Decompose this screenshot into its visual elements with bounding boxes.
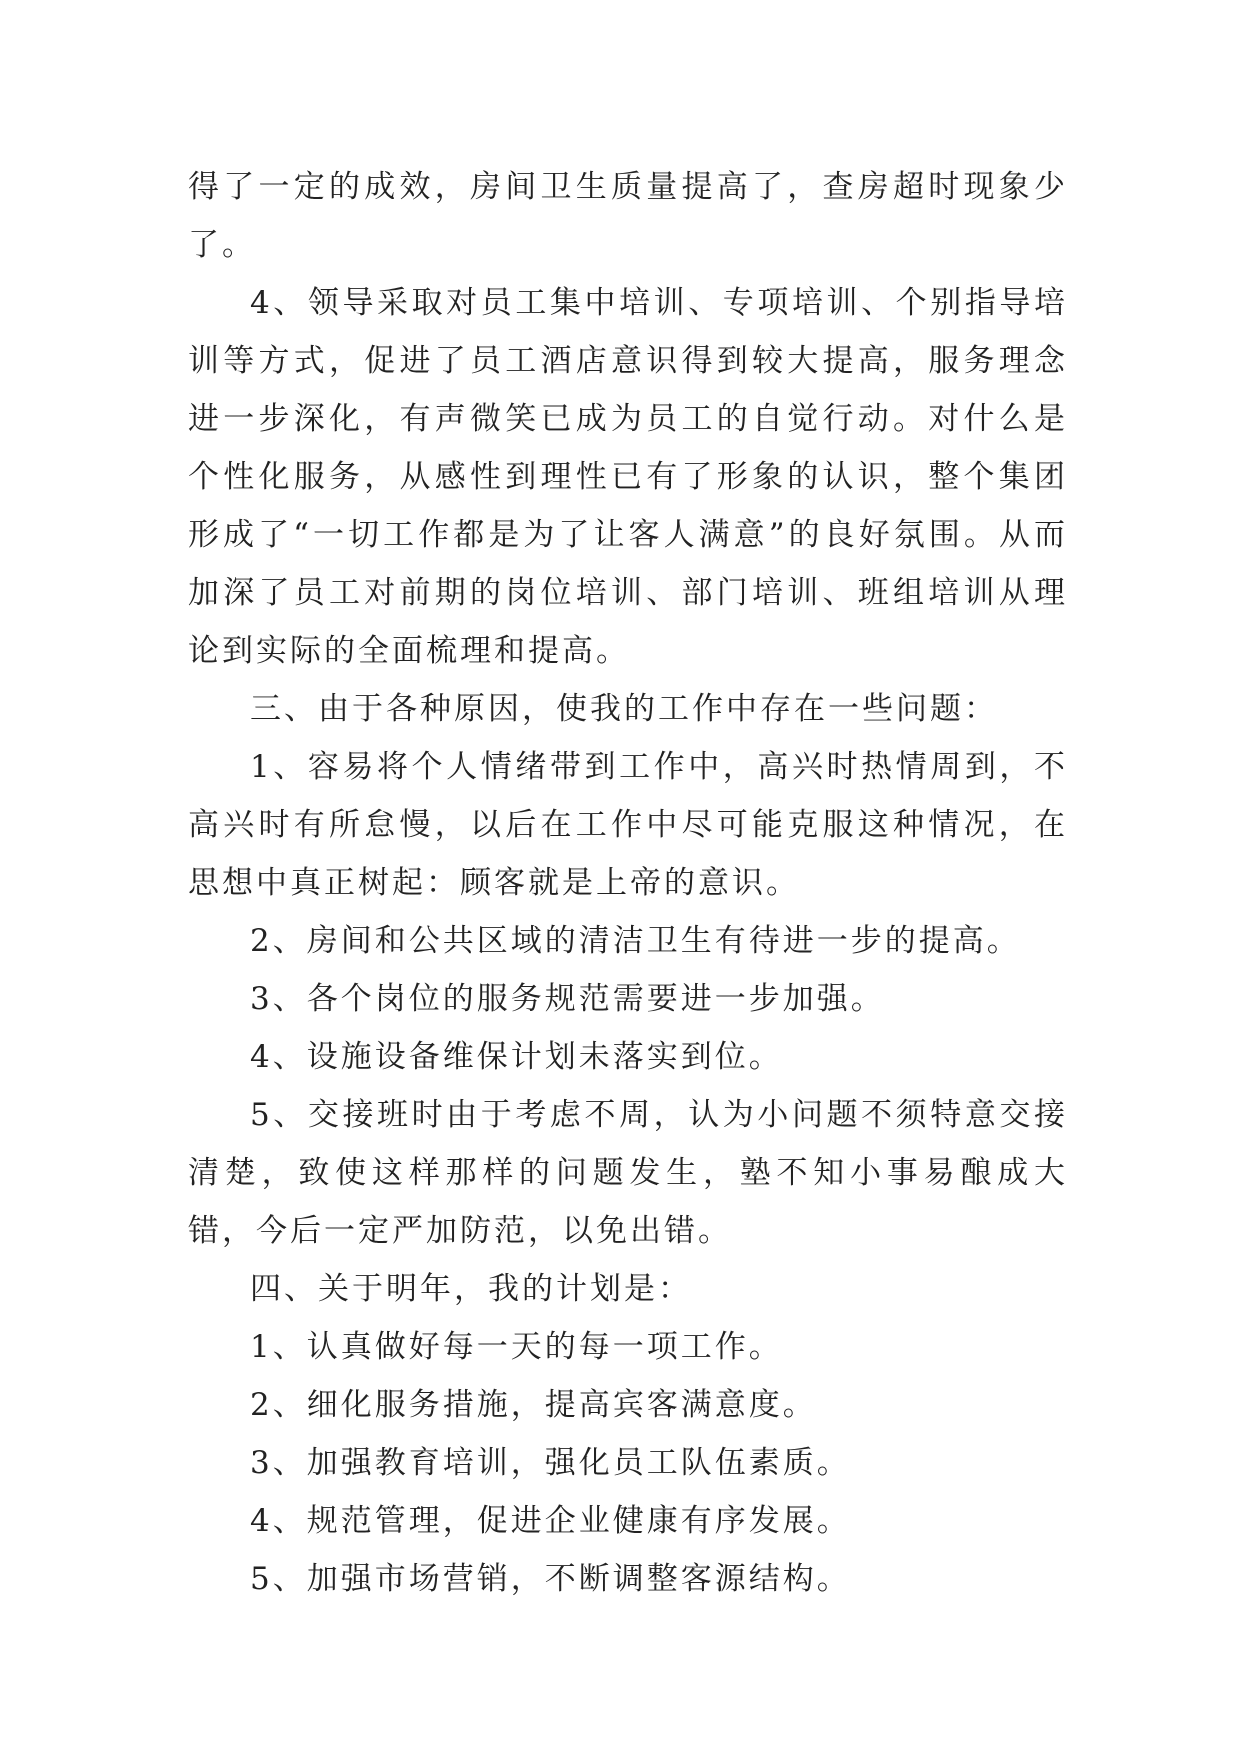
section-heading: 三、由于各种原因，使我的工作中存在一些问题： [250, 691, 998, 727]
list-item: 2、房间和公共区域的清洁卫生有待进一步的提高。 [250, 923, 1021, 959]
section-heading: 四、关于明年，我的计划是： [250, 1271, 692, 1307]
list-item: 4、设施设备维保计划未落实到位。 [250, 1039, 783, 1075]
list-item: 1、容易将个人情绪带到工作中，高兴时热情周到，不高兴时有所怠慢，以后在工作中尽可能克服这种情况，在思想中真正树起：顾客就是上帝的意识。 [188, 749, 1068, 901]
list-item: 3、各个岗位的服务规范需要进一步加强。 [250, 981, 885, 1017]
list-item: 1、认真做好每一天的每一项工作。 [250, 1329, 783, 1365]
list-item: 3、加强教育培训，强化员工队伍素质。 [250, 1445, 851, 1481]
list-item: 5、交接班时由于考虑不周，认为小问题不须特意交接清楚，致使这样那样的问题发生，塾不知小事易酿成大错，今后一定严加防范，以免出错。 [188, 1097, 1068, 1249]
document-body [188, 158, 1068, 1608]
list-item: 5、加强市场营销，不断调整客源结构。 [250, 1561, 851, 1597]
paragraph: 得了一定的成效，房间卫生质量提高了，查房超时现象少了。 [188, 169, 1068, 263]
paragraph: 4、领导采取对员工集中培训、专项培训、个别指导培训等方式，促进了员工酒店意识得到较大提高，服务理念进一步深化，有声微笑已成为员工的自觉行动。对什么是个性化服务，从感性到理性已有了形象的认识，整个集团形成了“一切工作都是为了让客人满意”的良好氛围。从而加深了员工对前期的岗位培训、部门培训、班组培训从理论到实际的全面梳理和提高。 [188, 285, 1068, 669]
list-item: 4、规范管理，促进企业健康有序发展。 [250, 1503, 851, 1539]
list-item: 2、细化服务措施，提高宾客满意度。 [250, 1387, 817, 1423]
